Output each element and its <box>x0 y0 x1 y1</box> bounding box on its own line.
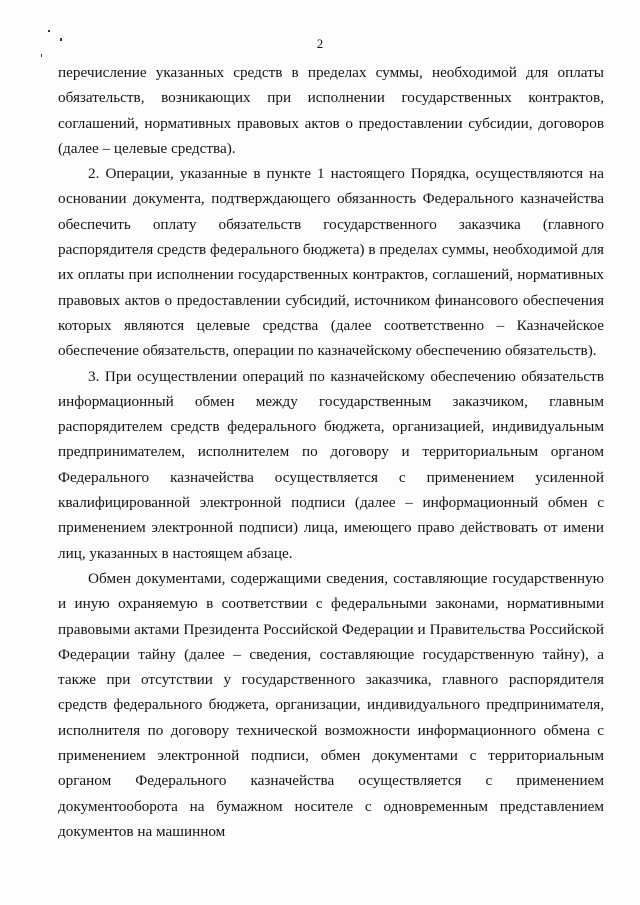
page-number: 2 <box>316 36 324 51</box>
paragraph-item-2: 2. Операции, указанные в пункте 1 настоящего Порядка, осуществляются на основании документа, подтверждающего обязанность Федерального казначейства обеспечить оплату обязательств государственного заказчика (главного распорядителя средств федерального бюджета) в пределах суммы, необходимой для их оплаты при исполнении государственных контрактов, соглашений, нормативных правовых актов о предоставлении субсидий, источником финансового обеспечения которых являются целевые средства (далее соответственно – Казначейское обеспечение обязательств, операции по казначейскому обеспечению обязательств). <box>58 165 604 360</box>
scan-artifact <box>41 54 42 57</box>
document-body <box>58 60 604 844</box>
paragraph-item-3: 3. При осуществлении операций по казначейскому обеспечению обязательств информационный обмен между государственным заказчиком, главным распорядителем средств федерального бюджета, организацией, индивидуальным предпринимателем, исполнителем по договору и территориальным органом Федерального казначейства осуществляется с применением усиленной квалифицированной электронной подписи (далее – информационный обмен с применением электронной подписи) лица, имеющего право действовать от имени лиц, указанных в настоящем абзаце. <box>58 367 604 562</box>
scan-artifact <box>48 30 50 32</box>
paragraph-continuation: перечисление указанных средств в пределах суммы, необходимой для оплаты обязательств, возникающих при исполнении государственных контрактов, соглашений, нормативных правовых актов о предоставлении субсидии, договоров (далее – целевые средства). <box>58 64 604 157</box>
paragraph-exchange-documents: Обмен документами, содержащими сведения, составляющие государственную и иную охраняемую в соответствии с федеральными законами, нормативными правовыми актами Президента Российской Федерации и Правительства Российской Федерации тайну (далее – сведения, составляющие государственную тайну), а также при отсутствии у государственного заказчика, главного распорядителя средств федерального бюджета, организации, индивидуального предпринимателя, исполнителя по договору технической возможности информационного обмена с применением электронной подписи, обмен документами с территориальным органом Федерального казначейства осуществляется с применением документооборота на бумажном носителе с одновременным представлением документов на машинном <box>58 569 604 840</box>
